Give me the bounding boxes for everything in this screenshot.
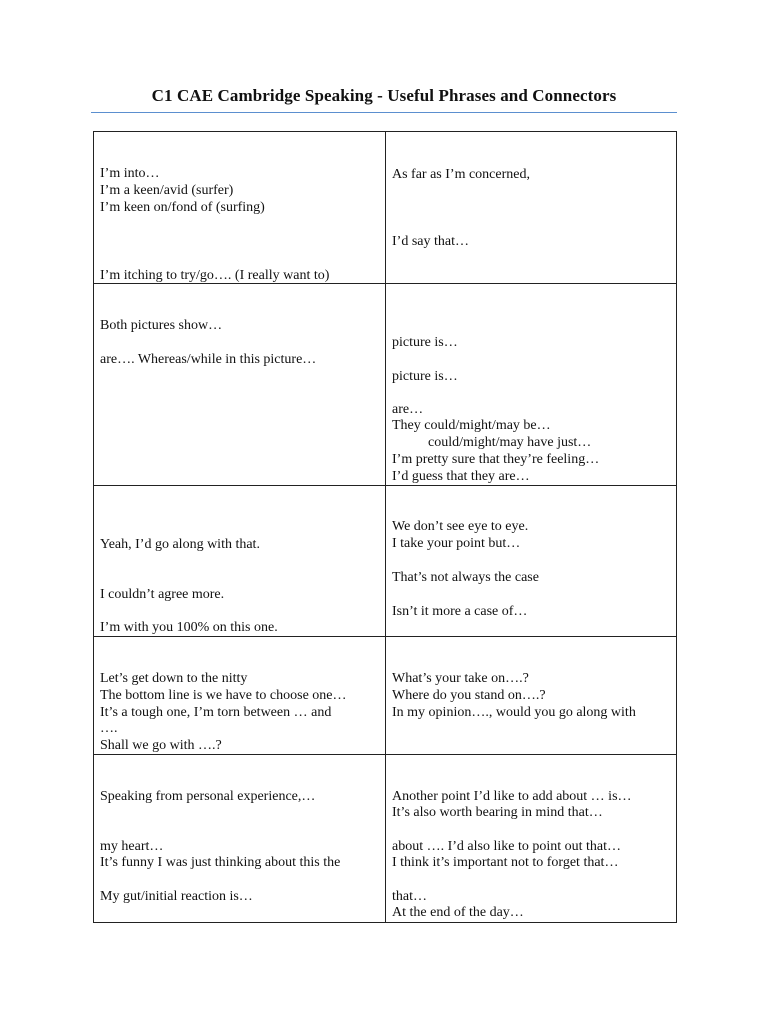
phrase: picture is… bbox=[392, 369, 458, 384]
phrase: I’d guess that they are… bbox=[392, 469, 530, 484]
phrase: are… bbox=[392, 402, 424, 417]
phrase: Shall we go with ….? bbox=[100, 738, 222, 753]
table-cell-right bbox=[386, 637, 677, 755]
phrase: are…. Whereas/while in this picture… bbox=[100, 352, 317, 367]
table-cell-left bbox=[94, 132, 386, 284]
phrase: It’s funny I was just thinking about this the bbox=[100, 855, 341, 870]
table-row bbox=[94, 755, 677, 923]
phrase: Both pictures show… bbox=[100, 318, 223, 333]
phrase: Another point I’d like to add about … is… bbox=[392, 789, 632, 804]
phrase: my heart… bbox=[100, 839, 164, 854]
phrase: about …. I’d also like to point out that… bbox=[392, 839, 622, 854]
phrase: I think it’s important not to forget that… bbox=[392, 855, 619, 870]
phrase: I’d say that… bbox=[392, 234, 469, 249]
table-cell-left bbox=[94, 755, 386, 923]
phrase: What’s your take on….? bbox=[392, 671, 529, 686]
phrase: …. bbox=[100, 721, 118, 736]
phrase: I’m keen on/fond of (surfing) bbox=[100, 200, 265, 215]
phrase: As far as I’m concerned, bbox=[392, 167, 530, 182]
phrase: that… bbox=[392, 889, 427, 904]
table-cell-right bbox=[386, 132, 677, 284]
table-row bbox=[94, 132, 677, 284]
phrase: could/might/may have just… bbox=[428, 435, 592, 450]
table-cell-left bbox=[94, 284, 386, 486]
phrases-table bbox=[93, 131, 677, 923]
phrase: That’s not always the case bbox=[392, 570, 539, 585]
table-cell-left bbox=[94, 486, 386, 637]
phrase: I’m a keen/avid (surfer) bbox=[100, 183, 234, 198]
phrase: Let’s get down to the nitty bbox=[100, 671, 248, 686]
phrase: I take your point but… bbox=[392, 536, 521, 551]
table-row bbox=[94, 637, 677, 755]
phrase: I couldn’t agree more. bbox=[100, 587, 225, 602]
phrase: We don’t see eye to eye. bbox=[392, 519, 529, 534]
table-row bbox=[94, 284, 677, 486]
phrase: I’m pretty sure that they’re feeling… bbox=[392, 452, 600, 467]
table-cell-right bbox=[386, 486, 677, 637]
phrase: My gut/initial reaction is… bbox=[100, 889, 253, 904]
phrase: Yeah, I’d go along with that. bbox=[100, 537, 260, 552]
phrase: Speaking from personal experience,… bbox=[100, 789, 316, 804]
phrase: At the end of the day… bbox=[392, 905, 524, 920]
phrase: Where do you stand on….? bbox=[392, 688, 546, 703]
table-cell-left bbox=[94, 637, 386, 755]
table-cell-right bbox=[386, 755, 677, 923]
title-underline bbox=[91, 112, 677, 113]
phrase: The bottom line is we have to choose one… bbox=[100, 688, 347, 703]
phrase: I’m into… bbox=[100, 166, 160, 181]
page-title: C1 CAE Cambridge Speaking - Useful Phrases and Connectors bbox=[151, 86, 617, 105]
table-row bbox=[94, 486, 677, 637]
phrase: It’s also worth bearing in mind that… bbox=[392, 805, 603, 820]
phrase: I’m with you 100% on this one. bbox=[100, 620, 278, 635]
table-cell-right bbox=[386, 284, 677, 486]
phrase: It’s a tough one, I’m torn between … and bbox=[100, 705, 332, 720]
phrase: In my opinion…., would you go along with bbox=[392, 705, 636, 720]
phrase: picture is… bbox=[392, 335, 458, 350]
phrase: I’m itching to try/go…. (I really want to) bbox=[100, 268, 330, 283]
phrase: Isn’t it more a case of… bbox=[392, 604, 528, 619]
phrase: They could/might/may be… bbox=[392, 418, 551, 433]
